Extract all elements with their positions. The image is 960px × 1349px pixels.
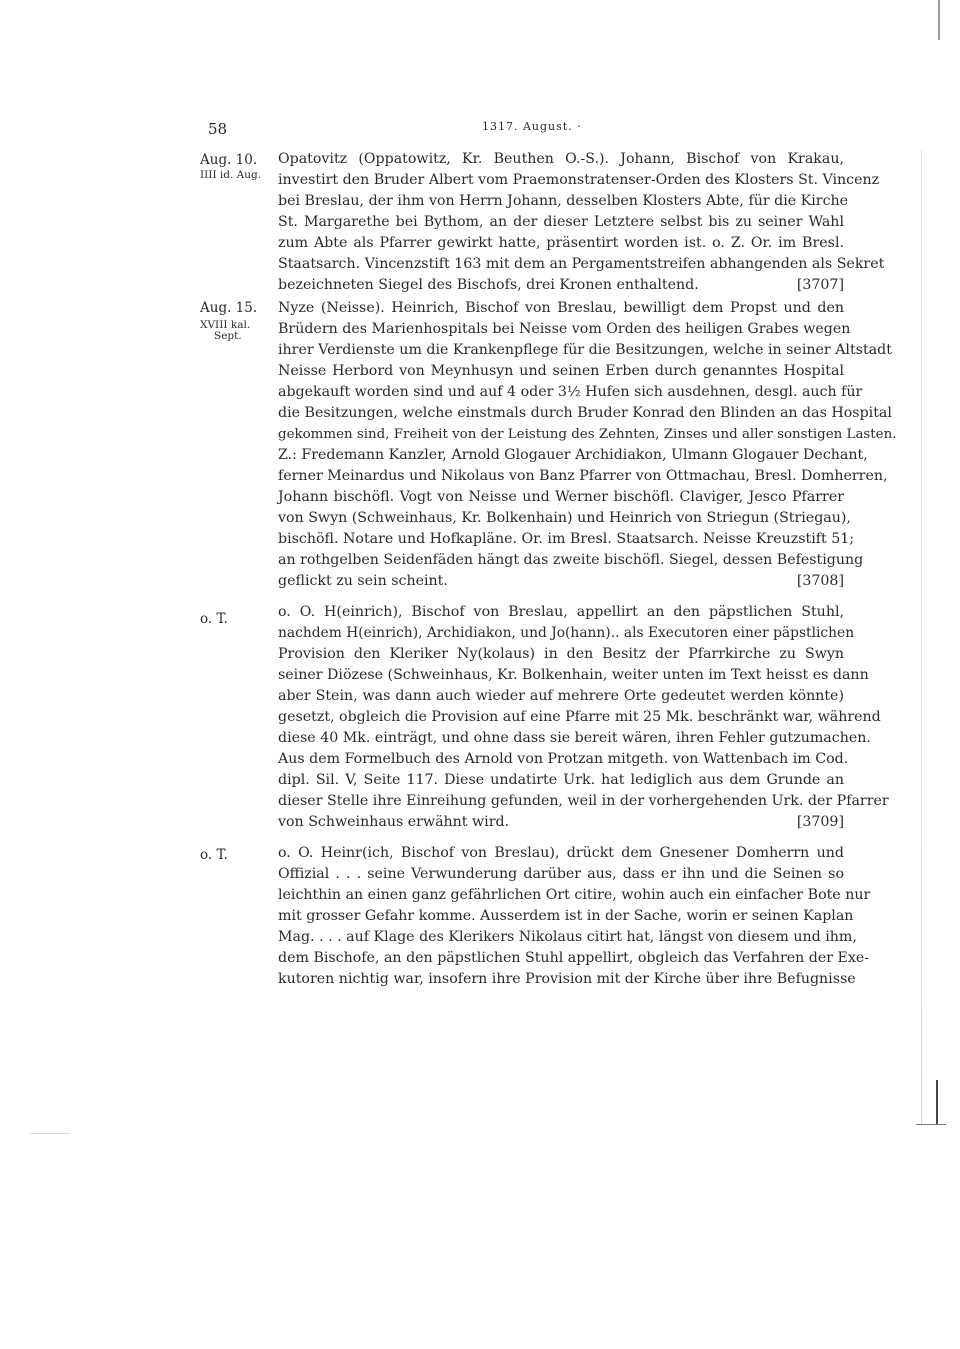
- text-line: leichthin an einen ganz gefährlichen Ort citire, wohin auch ein einfacher Bote nur: [278, 887, 871, 903]
- margin-undated-1: [200, 609, 280, 629]
- text-line: Mag. . . . auf Klage des Klerikers Nikolaus citirt hat, längst von diesem und ihm,: [278, 929, 857, 945]
- scan-edge-mark-top: [938, 0, 940, 40]
- text-line: Staatsarch. Vincenzstift 163 mit dem an Pergamentstreifen abhangenden als Sekret: [278, 256, 885, 272]
- text-line: nachdem H(einrich), Archidiakon, und Jo(hann).. als Executoren einer päpstlichen: [278, 625, 855, 641]
- text-line: von Schweinhaus erwähnt wird.: [278, 814, 510, 830]
- text-line: Z.: Fredemann Kanzler, Arnold Glogauer Archidiakon, Ulmann Glogauer Dechant,: [278, 447, 868, 463]
- text-line: ihrer Verdienste um die Krankenpflege für die Besitzungen, welche in seiner Altstadt: [278, 342, 892, 358]
- text-line: Brüdern des Marienhospitals bei Neisse vom Orden des heiligen Grabes wegen: [278, 321, 851, 337]
- text-line: Aus dem Formelbuch des Arnold von Protzan mitgeth. von Wattenbach im Cod.: [278, 751, 849, 767]
- text-line: Nyze (Neisse). Heinrich, Bischof von Breslau, bewilligt dem Propst und den: [278, 300, 844, 316]
- text-line-final: [278, 571, 844, 592]
- text-line: ferner Meinardus und Nikolaus von Banz Pfarrer von Ottmachau, Bresl. Domherren,: [278, 468, 888, 484]
- text-line: Provision den Kleriker Ny(kolaus) in den Besitz der Pfarrkirche zu Swyn: [278, 646, 844, 662]
- margin-date: o. T.: [200, 847, 228, 863]
- margin-date: Aug. 15.: [200, 300, 258, 316]
- margin-roman-date-month: Sept.: [214, 330, 242, 342]
- text-line: dieser Stelle ihre Einreihung gefunden, weil in der vorhergehenden Urk. der Pfarrer: [278, 793, 889, 809]
- text-line: gesetzt, obgleich die Provision auf eine Pfarre mit 25 Mk. beschränkt war, während: [278, 709, 881, 725]
- document-number: [3707]: [796, 277, 844, 293]
- text-line: die Besitzungen, welche einstmals durch Bruder Konrad den Blinden an das Hospital: [278, 405, 892, 421]
- text-line: dem Bischofe, an den päpstlichen Stuhl appellirt, obgleich das Verfahren der Exe-: [278, 950, 870, 966]
- margin-date-aug-15: [200, 298, 280, 342]
- margin-undated-2: [200, 845, 280, 865]
- text-line: bischöfl. Notare und Hofkapläne. Or. im Bresl. Staatsarch. Neisse Kreuzstift 51;: [278, 531, 855, 547]
- text-line: St. Margarethe bei Bythom, an der dieser Letztere selbst bis zu seiner Wahl: [278, 214, 844, 230]
- text-line: Offizial . . . seine Verwunderung darüber aus, dass er ihn und die Seinen so: [278, 866, 844, 882]
- text-line: bezeichneten Siegel des Bischofs, drei Kronen enthaltend.: [278, 277, 699, 293]
- text-line: geflickt zu sein scheint.: [278, 573, 448, 589]
- text-line: o. O. Heinr(ich, Bischof von Breslau), drückt dem Gnesener Domherrn und: [278, 845, 844, 861]
- margin-date-aug-10: [200, 150, 280, 181]
- text-line: gekommen sind, Freiheit von der Leistung des Zehnten, Zinses und aller sonstigen Lasten.: [278, 427, 897, 442]
- running-head: 1317. August. ·: [482, 120, 582, 133]
- scan-edge-line: [921, 150, 922, 1125]
- margin-roman-date: XVIII kal.: [200, 319, 251, 331]
- text-line-final: [278, 275, 844, 296]
- text-line: investirt den Bruder Albert vom Praemonstratenser-Orden des Klosters St. Vincenz: [278, 172, 880, 188]
- text-line: von Swyn (Schweinhaus, Kr. Bolkenhain) und Heinrich von Striegun (Striegau),: [278, 510, 851, 526]
- scan-edge-tick: [916, 1124, 946, 1125]
- text-line: diese 40 Mk. einträgt, und ohne dass sie bereit wären, ihren Fehler gutzumachen.: [278, 730, 871, 746]
- entry-undated-continued: [278, 843, 871, 990]
- text-line: bei Breslau, der ihm von Herrn Johann, desselben Klosters Abte, für die Kirche: [278, 193, 849, 209]
- text-line: mit grosser Gefahr komme. Ausserdem ist in der Sache, worin er seinen Kaplan: [278, 908, 854, 924]
- text-line: zum Abte als Pfarrer gewirkt hatte, präsentirt worden ist. o. Z. Or. im Bresl.: [278, 235, 844, 251]
- document-number: [3708]: [796, 573, 844, 589]
- text-line: seiner Diözese (Schweinhaus, Kr. Bolkenhain, weiter unten im Text heisst es dann: [278, 667, 869, 683]
- text-line: Johann bischöfl. Vogt von Neisse und Werner bischöfl. Claviger, Jesco Pfarrer: [278, 489, 844, 505]
- text-line: an rothgelben Seidenfäden hängt das zweite bischöfl. Siegel, dessen Befestigung: [278, 552, 864, 568]
- text-line: aber Stein, was dann auch wieder auf mehrere Orte gedeutet werden könnte): [278, 688, 844, 704]
- text-line: kutoren nichtig war, insofern ihre Provision mit der Kirche über ihre Befugnisse: [278, 971, 856, 987]
- page-header: [208, 120, 854, 142]
- scan-edge-mark-bottom: [936, 1080, 938, 1125]
- entry-3707: [278, 149, 885, 296]
- text-line: abgekauft worden sind und auf 4 oder 3½ Hufen sich ausdehnen, desgl. auch für: [278, 384, 863, 400]
- scan-artifact-left: [30, 1133, 70, 1134]
- text-line: Opatovitz (Oppatowitz, Kr. Beuthen O.-S.). Johann, Bischof von Krakau,: [278, 151, 844, 167]
- text-line-final: [278, 812, 844, 833]
- entry-3709: [278, 602, 889, 833]
- margin-date: Aug. 10.: [200, 152, 258, 168]
- text-line: Neisse Herbord von Meynhusyn und seinen Erben durch genanntes Hospital: [278, 363, 844, 379]
- entry-3708: [278, 298, 897, 592]
- text-line: dipl. Sil. V, Seite 117. Diese undatirte Urk. hat lediglich aus dem Grunde an: [278, 772, 844, 788]
- margin-date: o. T.: [200, 611, 228, 627]
- document-number: [3709]: [796, 814, 844, 830]
- text-line: o. O. H(einrich), Bischof von Breslau, appellirt an den päpstlichen Stuhl,: [278, 604, 844, 620]
- margin-roman-date: IIII id. Aug.: [200, 169, 262, 181]
- page-number: 58: [208, 120, 228, 138]
